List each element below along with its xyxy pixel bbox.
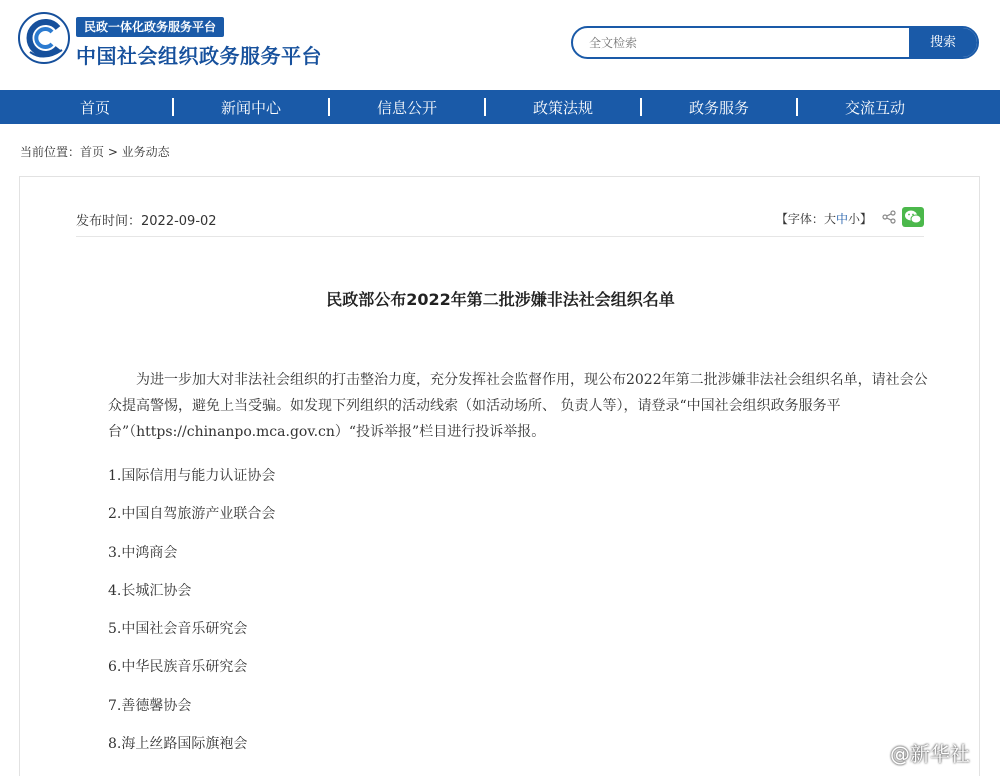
site-header xyxy=(0,0,1000,90)
list-item: 6.中华民族音乐研究会 xyxy=(108,659,248,676)
list-item: 5.中国社会音乐研究会 xyxy=(108,621,248,638)
nav-item-info[interactable]: 信息公开 xyxy=(376,98,437,117)
article-meta xyxy=(76,207,924,237)
list-item: 7.善德馨协会 xyxy=(108,697,192,714)
font-size-large[interactable]: 大 xyxy=(823,212,836,226)
font-size-prefix: 【字体： xyxy=(775,212,824,226)
font-size-medium[interactable]: 中 xyxy=(835,212,848,226)
list-item: 1.国际信用与能力认证协会 xyxy=(108,468,276,484)
list-item: 8.海上丝路国际旗袍会 xyxy=(108,736,248,753)
font-size-suffix: 】 xyxy=(859,212,872,226)
watermark: @新华社 xyxy=(890,742,970,766)
search-box xyxy=(571,26,979,59)
publish-date: 发布时间：2022-09-02 xyxy=(76,214,217,229)
list-item: 2.中国自驾旅游产业联合会 xyxy=(108,506,276,523)
wechat-icon[interactable] xyxy=(902,207,924,227)
nav-item-interaction[interactable]: 交流互动 xyxy=(844,98,905,117)
article-paragraph: 为进一步加大对非法社会组织的打击整治力度，充分发挥社会监督作用，现公布2022年第二批涉嫌非法社会组织名单，请社会公众提高警惕，避免上当受骗。如发现下列组织的活动线索（如活动场所、 负责人等），请登录“中国社会组织政务服务平台”（https://chinanpo.mca.gov.cn）“投诉举报”栏目进行投诉举报。 xyxy=(108,372,928,440)
nav-item-services[interactable]: 政务服务 xyxy=(688,98,749,117)
main-nav xyxy=(0,90,1000,124)
list-item: 3.中鸿商会 xyxy=(108,544,178,561)
site-logo-icon[interactable] xyxy=(18,12,70,64)
font-size-small[interactable]: 小 xyxy=(847,212,860,226)
font-size-control xyxy=(776,210,872,227)
site-title[interactable]: 中国社会组织政务服务平台 xyxy=(76,44,322,68)
share-icon[interactable] xyxy=(882,210,896,224)
article-panel xyxy=(19,176,980,776)
article-title: 民政部公布2022年第二批涉嫌非法社会组织名单 xyxy=(326,290,675,309)
organization-list xyxy=(108,465,708,771)
nav-item-news[interactable]: 新闻中心 xyxy=(220,98,281,117)
list-item: 4.长城汇协会 xyxy=(108,582,192,599)
nav-item-home[interactable]: 首页 xyxy=(79,98,110,117)
platform-tag: 民政一体化政务服务平台 xyxy=(76,17,224,37)
search-button[interactable]: 搜索 xyxy=(909,28,977,57)
nav-item-policy[interactable]: 政策法规 xyxy=(532,98,593,117)
search-input[interactable] xyxy=(589,28,909,57)
breadcrumb: 当前位置：首页 > 业务动态 xyxy=(20,145,170,159)
